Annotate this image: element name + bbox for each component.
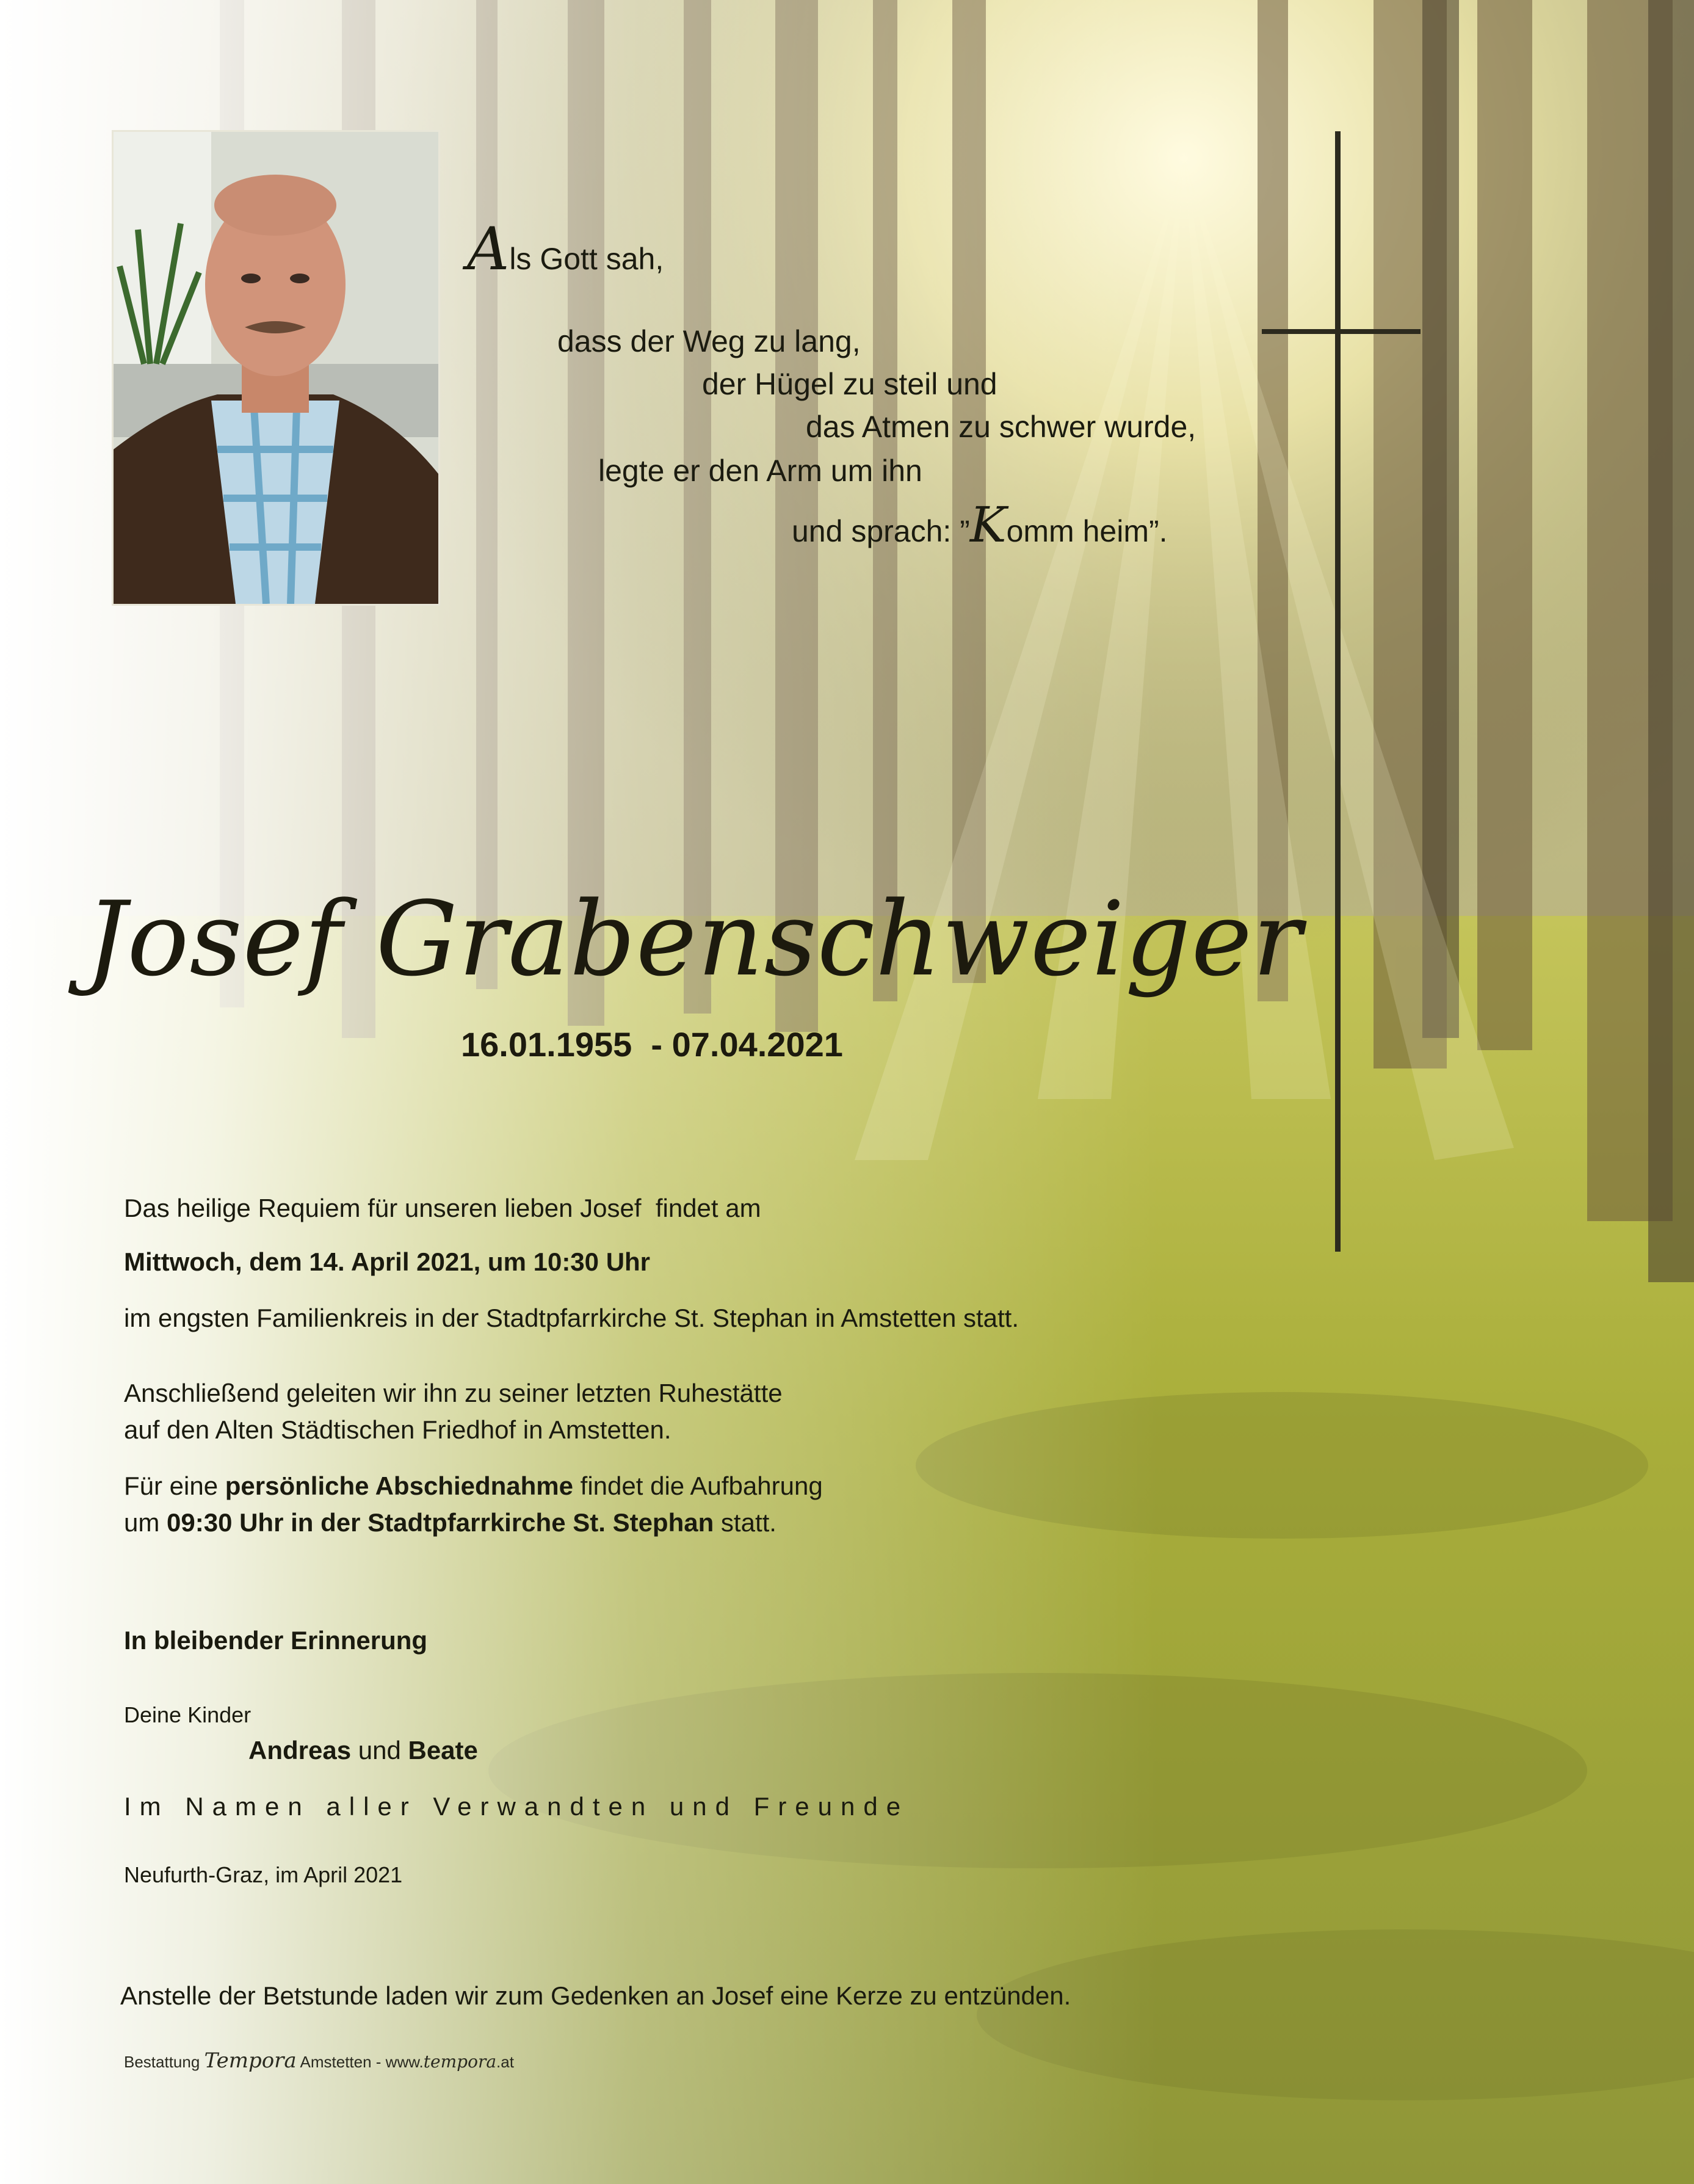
children-names	[248, 1736, 478, 1765]
funeral-home-footer	[124, 2048, 514, 2073]
life-dates: 16.01.1955 - 07.04.2021	[461, 1025, 843, 1064]
portrait-figure	[114, 132, 438, 604]
farewell-line-2-post: statt.	[714, 1508, 776, 1537]
relatives-line: Im Namen aller Verwandten und Freunde	[124, 1792, 910, 1821]
poem-drop-capital-k: K	[969, 496, 1007, 553]
farewell-line-1-pre: Für eine	[124, 1471, 225, 1500]
candle-note: Anstelle der Betstunde laden wir zum Gedenken an Josef eine Kerze zu entzünden.	[120, 1981, 1071, 2010]
requiem-intro: Das heilige Requiem für unseren lieben Josef findet am	[124, 1194, 761, 1222]
poem-line-3: der Hügel zu steil und	[702, 367, 997, 401]
children-conjunction: und	[351, 1736, 408, 1765]
cross-icon-bar	[1262, 329, 1421, 334]
poem-line-6	[792, 496, 1168, 553]
footer-brand: Tempora	[204, 2048, 297, 2073]
poem-line-4: das Atmen zu schwer wurde,	[806, 410, 1196, 444]
place-date: Neufurth-Graz, im April 2021	[124, 1862, 403, 1887]
farewell-line-2-pre: um	[124, 1508, 167, 1537]
farewell-highlight: persönliche Abschiednahme	[225, 1471, 574, 1500]
poem-drop-capital: A	[467, 215, 510, 283]
mourners-heading: In bleibender Erinnerung	[124, 1626, 428, 1655]
farewell-line-1	[124, 1471, 823, 1501]
poem-line-1-text: ls Gott sah,	[509, 242, 664, 276]
footer-suffix: .at	[496, 2053, 514, 2071]
children-label: Deine Kinder	[124, 1702, 252, 1727]
poem-line-5: legte er den Arm um ihn	[598, 454, 922, 488]
poem-line-6-prefix: und sprach: ”	[792, 514, 970, 548]
deceased-name: Josef Grabenschweiger	[85, 879, 1303, 999]
poem-line-1	[467, 215, 664, 283]
footer-prefix: Bestattung	[124, 2053, 205, 2071]
farewell-line-2	[124, 1508, 776, 1537]
portrait-photo	[112, 130, 440, 606]
poem-line-6-text: omm heim”.	[1006, 514, 1168, 548]
footer-middle: Amstetten - www.	[296, 2053, 424, 2071]
farewell-line-1-post: findet die Aufbahrung	[573, 1471, 823, 1500]
footer-site: tempora	[423, 2052, 497, 2072]
burial-line-1: Anschließend geleiten wir ihn zu seiner letzten Ruhestätte	[124, 1379, 783, 1407]
burial-line-2: auf den Alten Städtischen Friedhof in Amstetten.	[124, 1415, 671, 1444]
requiem-place: im engsten Familienkreis in der Stadtpfarrkirche St. Stephan in Amstetten statt.	[124, 1304, 1019, 1332]
cross-icon	[1335, 131, 1341, 1252]
child-name-1: Andreas	[248, 1736, 352, 1765]
farewell-time-place: 09:30 Uhr in der Stadtpfarrkirche St. Stephan	[167, 1508, 714, 1537]
child-name-2: Beate	[408, 1736, 478, 1765]
requiem-date: Mittwoch, dem 14. April 2021, um 10:30 Uhr	[124, 1247, 651, 1276]
poem-line-2: dass der Weg zu lang,	[557, 324, 861, 358]
